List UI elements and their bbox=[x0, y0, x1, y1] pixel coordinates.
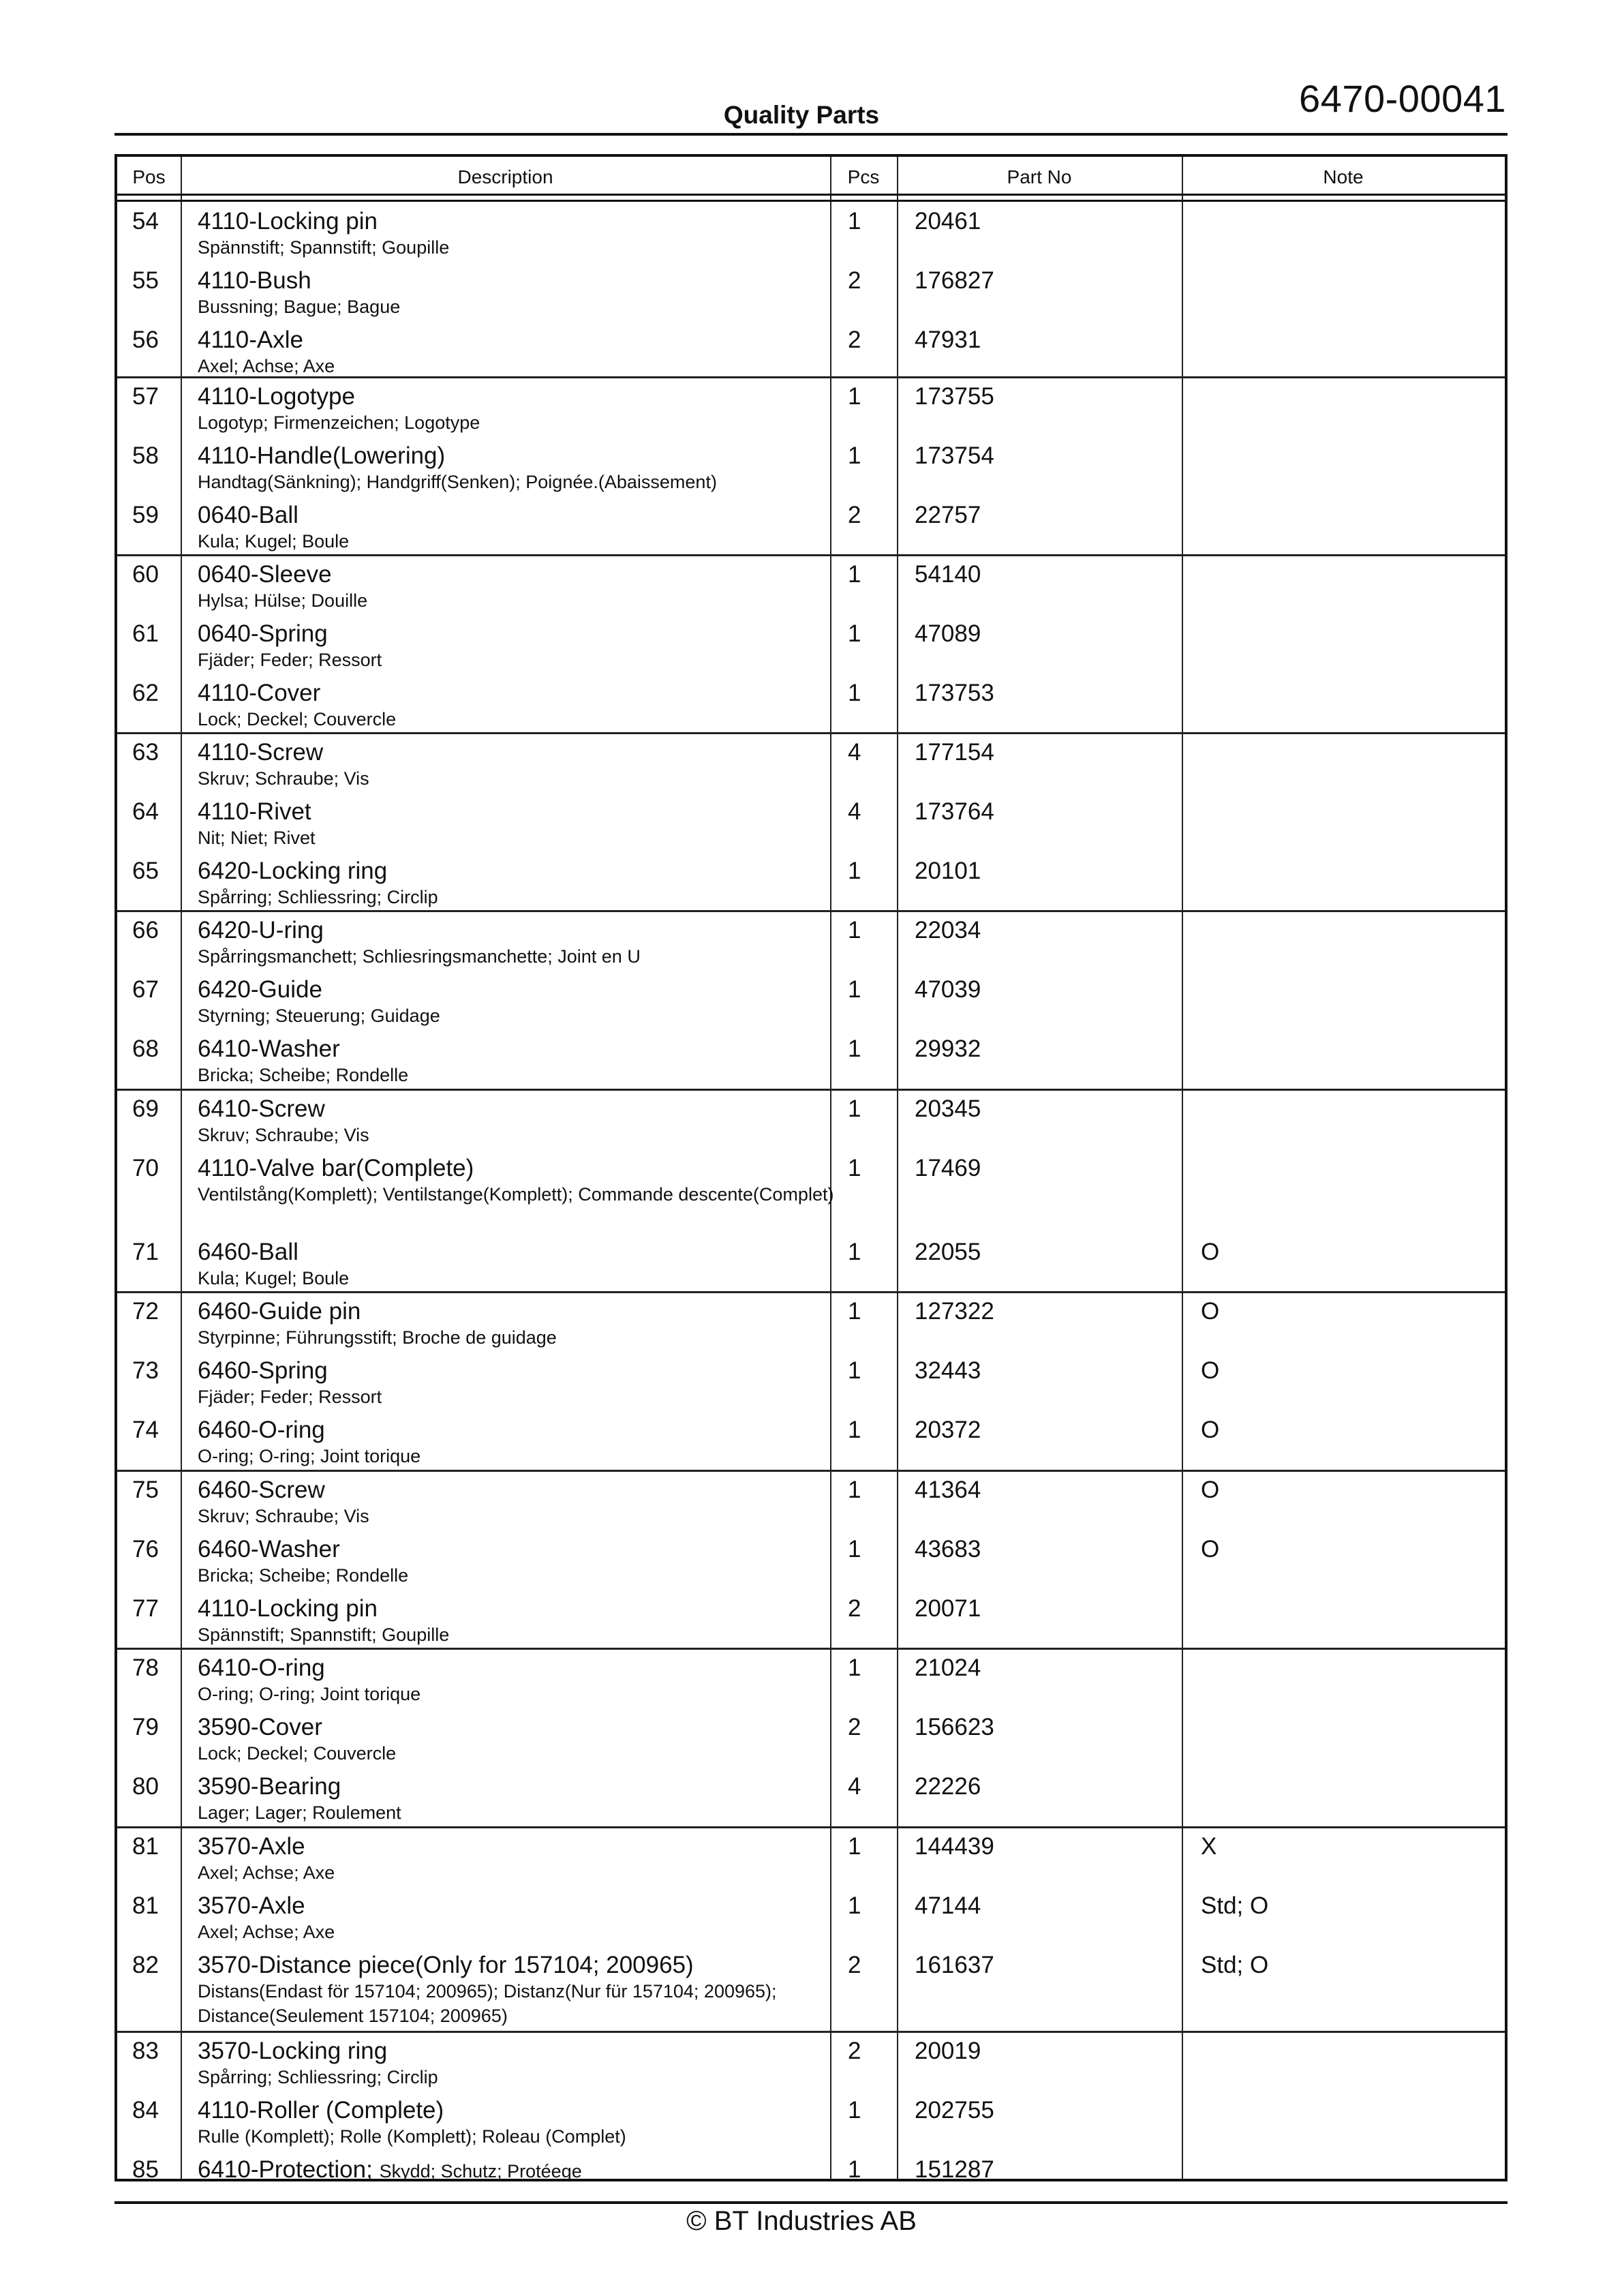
pcs-cell: 1 bbox=[848, 561, 861, 588]
description-cell bbox=[198, 1155, 838, 1207]
part-no-cell: 156623 bbox=[915, 1714, 994, 1740]
part-no-cell: 22757 bbox=[915, 502, 981, 528]
part-no-cell: 161637 bbox=[915, 1952, 994, 1978]
description-cell bbox=[198, 1298, 838, 1350]
part-translations: Spännstift; Spannstift; Goupille bbox=[198, 237, 450, 258]
part-translations: Skruv; Schraube; Vis bbox=[198, 768, 369, 789]
row-group-divider bbox=[117, 1826, 1505, 1828]
column-divider bbox=[1182, 157, 1183, 2179]
pcs-cell: 1 bbox=[848, 1477, 861, 1503]
part-name: 0640-Sleeve bbox=[198, 561, 332, 588]
row-group-divider bbox=[117, 1470, 1505, 1472]
part-name: 6420-Locking ring bbox=[198, 858, 388, 884]
part-no-cell: 47039 bbox=[915, 976, 981, 1003]
row-group-divider bbox=[117, 554, 1505, 556]
description-cell bbox=[198, 1714, 838, 1766]
pos-cell: 72 bbox=[132, 1298, 159, 1325]
pcs-cell: 1 bbox=[848, 1357, 861, 1384]
part-translations: Kula; Kugel; Boule bbox=[198, 531, 350, 552]
footer-divider bbox=[114, 2201, 1508, 2204]
pcs-cell: 4 bbox=[848, 739, 861, 766]
part-no-cell: 20019 bbox=[915, 2038, 981, 2064]
row-group-divider bbox=[117, 2031, 1505, 2033]
part-no-cell: 43683 bbox=[915, 1536, 981, 1562]
part-no-cell: 177154 bbox=[915, 739, 994, 766]
part-name: 6460-O-ring bbox=[198, 1417, 325, 1443]
pos-cell: 58 bbox=[132, 442, 159, 469]
description-cell bbox=[198, 1357, 838, 1409]
part-translations: Axel; Achse; Axe bbox=[198, 356, 335, 376]
description-cell bbox=[198, 1239, 838, 1290]
pcs-cell: 1 bbox=[848, 1417, 861, 1443]
part-no-cell: 173753 bbox=[915, 680, 994, 706]
parts-table bbox=[114, 154, 1508, 2181]
pos-cell: 78 bbox=[132, 1655, 159, 1681]
part-name: 3590-Cover bbox=[198, 1714, 322, 1740]
pos-cell: 84 bbox=[132, 2097, 159, 2124]
pos-cell: 66 bbox=[132, 917, 159, 943]
pcs-cell: 1 bbox=[848, 1096, 861, 1122]
pos-cell: 59 bbox=[132, 502, 159, 528]
document-number: 6470-00041 bbox=[1299, 77, 1506, 120]
part-no-cell: 47089 bbox=[915, 620, 981, 647]
table-header bbox=[117, 157, 1505, 195]
note-cell: O bbox=[1201, 1417, 1220, 1443]
note-cell: O bbox=[1201, 1239, 1220, 1265]
pos-cell: 56 bbox=[132, 327, 159, 353]
pos-cell: 55 bbox=[132, 267, 159, 294]
part-no-cell: 41364 bbox=[915, 1477, 981, 1503]
part-no-cell: 47144 bbox=[915, 1892, 981, 1919]
part-no-cell: 20101 bbox=[915, 858, 981, 884]
part-no-cell: 20372 bbox=[915, 1417, 981, 1443]
pos-cell: 83 bbox=[132, 2038, 159, 2064]
part-translations: Lock; Deckel; Couvercle bbox=[198, 709, 397, 729]
description-cell bbox=[198, 1773, 838, 1825]
part-no-cell: 173754 bbox=[915, 442, 994, 469]
pcs-cell: 1 bbox=[848, 976, 861, 1003]
header-note: Note bbox=[1323, 166, 1364, 187]
pcs-cell: 1 bbox=[848, 442, 861, 469]
pos-cell: 70 bbox=[132, 1155, 159, 1181]
part-translations: Styrning; Steuerung; Guidage bbox=[198, 1006, 440, 1026]
description-cell bbox=[198, 1655, 838, 1706]
part-name: 4110-Rivet bbox=[198, 798, 311, 825]
part-translations: Spårring; Schliessring; Circlip bbox=[198, 887, 438, 907]
description-cell bbox=[198, 1096, 838, 1147]
row-group-divider bbox=[117, 910, 1505, 912]
pcs-cell: 2 bbox=[848, 502, 861, 528]
pcs-cell: 1 bbox=[848, 1155, 861, 1181]
part-name: 4110-Logotype bbox=[198, 383, 355, 410]
description-cell bbox=[198, 858, 838, 909]
row-group-divider bbox=[117, 1291, 1505, 1293]
description-cell bbox=[198, 2156, 838, 2185]
part-name: 3570-Distance piece(Only for 157104; 200965) bbox=[198, 1952, 694, 1978]
pos-cell: 79 bbox=[132, 1714, 159, 1740]
part-no-cell: 202755 bbox=[915, 2097, 994, 2124]
part-translations: Fjäder; Feder; Ressort bbox=[198, 1387, 382, 1407]
note-cell: O bbox=[1201, 1357, 1220, 1384]
pos-cell: 74 bbox=[132, 1417, 159, 1443]
description-cell bbox=[198, 327, 838, 378]
pos-cell: 76 bbox=[132, 1536, 159, 1562]
description-cell bbox=[198, 976, 838, 1028]
pcs-cell: 2 bbox=[848, 327, 861, 353]
pcs-cell: 1 bbox=[848, 2097, 861, 2124]
part-no-cell: 54140 bbox=[915, 561, 981, 588]
part-name: 6460-Washer bbox=[198, 1536, 340, 1562]
part-translations: Lager; Lager; Roulement bbox=[198, 1802, 401, 1823]
part-name: 4110-Valve bar(Complete) bbox=[198, 1155, 474, 1181]
pos-cell: 64 bbox=[132, 798, 159, 825]
part-name: 3570-Axle bbox=[198, 1833, 305, 1860]
part-no-cell: 173755 bbox=[915, 383, 994, 410]
description-cell bbox=[198, 1952, 838, 2028]
part-translations: Axel; Achse; Axe bbox=[198, 1922, 335, 1942]
part-name: 6460-Ball bbox=[198, 1239, 299, 1265]
pcs-cell: 1 bbox=[848, 680, 861, 706]
header-pos: Pos bbox=[132, 166, 166, 187]
description-cell bbox=[198, 1477, 838, 1528]
part-name: 6410-O-ring bbox=[198, 1655, 325, 1681]
description-cell bbox=[198, 383, 838, 435]
part-translations: Logotyp; Firmenzeichen; Logotype bbox=[198, 412, 480, 433]
row-group-divider bbox=[117, 732, 1505, 734]
part-name: 4110-Roller (Complete) bbox=[198, 2097, 444, 2124]
pcs-cell: 1 bbox=[848, 383, 861, 410]
pos-cell: 68 bbox=[132, 1036, 159, 1062]
part-no-cell: 32443 bbox=[915, 1357, 981, 1384]
note-cell: Std; O bbox=[1201, 1892, 1269, 1919]
part-no-cell: 17469 bbox=[915, 1155, 981, 1181]
part-translations: Lock; Deckel; Couvercle bbox=[198, 1743, 397, 1764]
note-cell: X bbox=[1201, 1833, 1217, 1860]
row-group-divider bbox=[117, 1648, 1505, 1650]
part-translations: Kula; Kugel; Boule bbox=[198, 1268, 350, 1288]
pcs-cell: 1 bbox=[848, 1655, 861, 1681]
note-cell: O bbox=[1201, 1477, 1220, 1503]
pos-cell: 65 bbox=[132, 858, 159, 884]
part-no-cell: 20071 bbox=[915, 1595, 981, 1622]
part-name: 6460-Spring bbox=[198, 1357, 328, 1384]
part-name: 6410-Screw bbox=[198, 1096, 325, 1122]
part-translations: Ventilstång(Komplett); Ventilstange(Komplett); Commande descente(Complet) bbox=[198, 1184, 834, 1205]
pcs-cell: 2 bbox=[848, 267, 861, 294]
pos-cell: 69 bbox=[132, 1096, 159, 1122]
part-name: 4110-Cover bbox=[198, 680, 321, 706]
pos-cell: 61 bbox=[132, 620, 159, 647]
part-name: 4110-Screw bbox=[198, 739, 324, 766]
pos-cell: 81 bbox=[132, 1892, 159, 1919]
description-cell bbox=[198, 1036, 838, 1087]
pcs-cell: 1 bbox=[848, 1833, 861, 1860]
part-name: 6460-Screw bbox=[198, 1477, 325, 1503]
part-name: 0640-Ball bbox=[198, 502, 299, 528]
copyright-footer: © BT Industries AB bbox=[686, 2206, 917, 2236]
part-name: 6410-Protection; bbox=[198, 2156, 373, 2183]
part-name: 6410-Washer bbox=[198, 1036, 340, 1062]
header-description: Description bbox=[457, 166, 553, 187]
part-name: 3570-Locking ring bbox=[198, 2038, 388, 2064]
pos-cell: 60 bbox=[132, 561, 159, 588]
part-translations: Skydd; Schutz; Protéege bbox=[379, 2161, 582, 2181]
pos-cell: 75 bbox=[132, 1477, 159, 1503]
part-translations: Bricka; Scheibe; Rondelle bbox=[198, 1565, 409, 1586]
note-cell: O bbox=[1201, 1536, 1220, 1562]
part-translations: Fjäder; Feder; Ressort bbox=[198, 650, 382, 670]
part-translations: Nit; Niet; Rivet bbox=[198, 828, 316, 848]
header-part-no: Part No bbox=[1007, 166, 1072, 187]
pcs-cell: 2 bbox=[848, 2038, 861, 2064]
description-cell bbox=[198, 2097, 838, 2149]
header-divider bbox=[114, 133, 1508, 136]
description-cell bbox=[198, 442, 838, 494]
pcs-cell: 4 bbox=[848, 798, 861, 825]
column-divider bbox=[897, 157, 898, 2179]
part-no-cell: 173764 bbox=[915, 798, 994, 825]
part-name: 6420-U-ring bbox=[198, 917, 324, 943]
part-translations: Rulle (Komplett); Rolle (Komplett); Roleau (Complet) bbox=[198, 2126, 626, 2147]
page-title: Quality Parts bbox=[723, 101, 880, 129]
part-translations: Spårringsmanchett; Schliesringsmanchette; Joint en U bbox=[198, 946, 641, 967]
part-name: 4110-Locking pin bbox=[198, 1595, 378, 1622]
pos-cell: 63 bbox=[132, 739, 159, 766]
pos-cell: 54 bbox=[132, 208, 159, 235]
header-rule bbox=[117, 194, 1505, 196]
description-cell bbox=[198, 502, 838, 554]
pos-cell: 80 bbox=[132, 1773, 159, 1800]
row-group-divider bbox=[117, 376, 1505, 378]
pos-cell: 57 bbox=[132, 383, 159, 410]
pcs-cell: 2 bbox=[848, 1595, 861, 1622]
description-cell bbox=[198, 739, 838, 791]
part-translations: Skruv; Schraube; Vis bbox=[198, 1125, 369, 1145]
part-no-cell: 21024 bbox=[915, 1655, 981, 1681]
part-no-cell: 20461 bbox=[915, 208, 981, 235]
part-name: 4110-Axle bbox=[198, 327, 304, 353]
part-translations: Skruv; Schraube; Vis bbox=[198, 1506, 369, 1526]
part-no-cell: 127322 bbox=[915, 1298, 994, 1325]
pcs-cell: 1 bbox=[848, 620, 861, 647]
pcs-cell: 4 bbox=[848, 1773, 861, 1800]
description-cell bbox=[198, 267, 838, 319]
part-no-cell: 20345 bbox=[915, 1096, 981, 1122]
pcs-cell: 1 bbox=[848, 1298, 861, 1325]
part-name: 4110-Handle(Lowering) bbox=[198, 442, 446, 469]
description-cell bbox=[198, 917, 838, 969]
pcs-cell: 1 bbox=[848, 1536, 861, 1562]
part-no-cell: 176827 bbox=[915, 267, 994, 294]
header-rule bbox=[117, 200, 1505, 202]
part-translations: Handtag(Sänkning); Handgriff(Senken); Poignée.(Abaissement) bbox=[198, 472, 717, 492]
pcs-cell: 1 bbox=[848, 2156, 861, 2183]
pcs-cell: 2 bbox=[848, 1714, 861, 1740]
part-translations: O-ring; O-ring; Joint torique bbox=[198, 1684, 421, 1704]
description-cell bbox=[198, 2038, 838, 2089]
pos-cell: 85 bbox=[132, 2156, 159, 2183]
pcs-cell: 1 bbox=[848, 208, 861, 235]
part-no-cell: 22034 bbox=[915, 917, 981, 943]
part-no-cell: 47931 bbox=[915, 327, 981, 353]
note-cell: Std; O bbox=[1201, 1952, 1269, 1978]
pos-cell: 73 bbox=[132, 1357, 159, 1384]
pcs-cell: 2 bbox=[848, 1952, 861, 1978]
description-cell bbox=[198, 1417, 838, 1468]
part-name: 3570-Axle bbox=[198, 1892, 305, 1919]
description-cell bbox=[198, 208, 838, 260]
part-translations: Hylsa; Hülse; Douille bbox=[198, 590, 368, 611]
pos-cell: 71 bbox=[132, 1239, 159, 1265]
description-cell bbox=[198, 1536, 838, 1588]
part-translations: Spännstift; Spannstift; Goupille bbox=[198, 1625, 450, 1645]
description-cell bbox=[198, 1595, 838, 1647]
part-translations: Bussning; Bague; Bague bbox=[198, 297, 401, 317]
part-translations: O-ring; O-ring; Joint torique bbox=[198, 1446, 421, 1466]
description-cell bbox=[198, 1833, 838, 1885]
description-cell bbox=[198, 1892, 838, 1944]
pos-cell: 81 bbox=[132, 1833, 159, 1860]
pos-cell: 67 bbox=[132, 976, 159, 1003]
part-name: 4110-Locking pin bbox=[198, 208, 378, 235]
part-name: 0640-Spring bbox=[198, 620, 328, 647]
part-translations: Distans(Endast för 157104; 200965); Distanz(Nur für 157104; 200965); Distance(Seulement 157104; 200965) bbox=[198, 1981, 777, 2026]
part-name: 4110-Bush bbox=[198, 267, 311, 294]
part-name: 6420-Guide bbox=[198, 976, 322, 1003]
part-name: 6460-Guide pin bbox=[198, 1298, 361, 1325]
part-no-cell: 22226 bbox=[915, 1773, 981, 1800]
part-translations: Spårring; Schliessring; Circlip bbox=[198, 2067, 438, 2087]
pos-cell: 77 bbox=[132, 1595, 159, 1622]
part-translations: Axel; Achse; Axe bbox=[198, 1862, 335, 1883]
pcs-cell: 1 bbox=[848, 1239, 861, 1265]
part-no-cell: 29932 bbox=[915, 1036, 981, 1062]
pcs-cell: 1 bbox=[848, 858, 861, 884]
part-no-cell: 151287 bbox=[915, 2156, 994, 2183]
part-no-cell: 144439 bbox=[915, 1833, 994, 1860]
column-divider bbox=[181, 157, 182, 2179]
pcs-cell: 1 bbox=[848, 1036, 861, 1062]
description-cell bbox=[198, 798, 838, 850]
description-cell bbox=[198, 620, 838, 672]
pos-cell: 82 bbox=[132, 1952, 159, 1978]
pos-cell: 62 bbox=[132, 680, 159, 706]
part-translations: Bricka; Scheibe; Rondelle bbox=[198, 1065, 409, 1085]
part-no-cell: 22055 bbox=[915, 1239, 981, 1265]
description-cell bbox=[198, 680, 838, 731]
part-translations: Styrpinne; Führungsstift; Broche de guidage bbox=[198, 1327, 557, 1348]
description-cell bbox=[198, 561, 838, 613]
pcs-cell: 1 bbox=[848, 1892, 861, 1919]
note-cell: O bbox=[1201, 1298, 1220, 1325]
part-name: 3590-Bearing bbox=[198, 1773, 341, 1800]
row-group-divider bbox=[117, 1089, 1505, 1091]
header-pcs: Pcs bbox=[847, 166, 880, 187]
pcs-cell: 1 bbox=[848, 917, 861, 943]
